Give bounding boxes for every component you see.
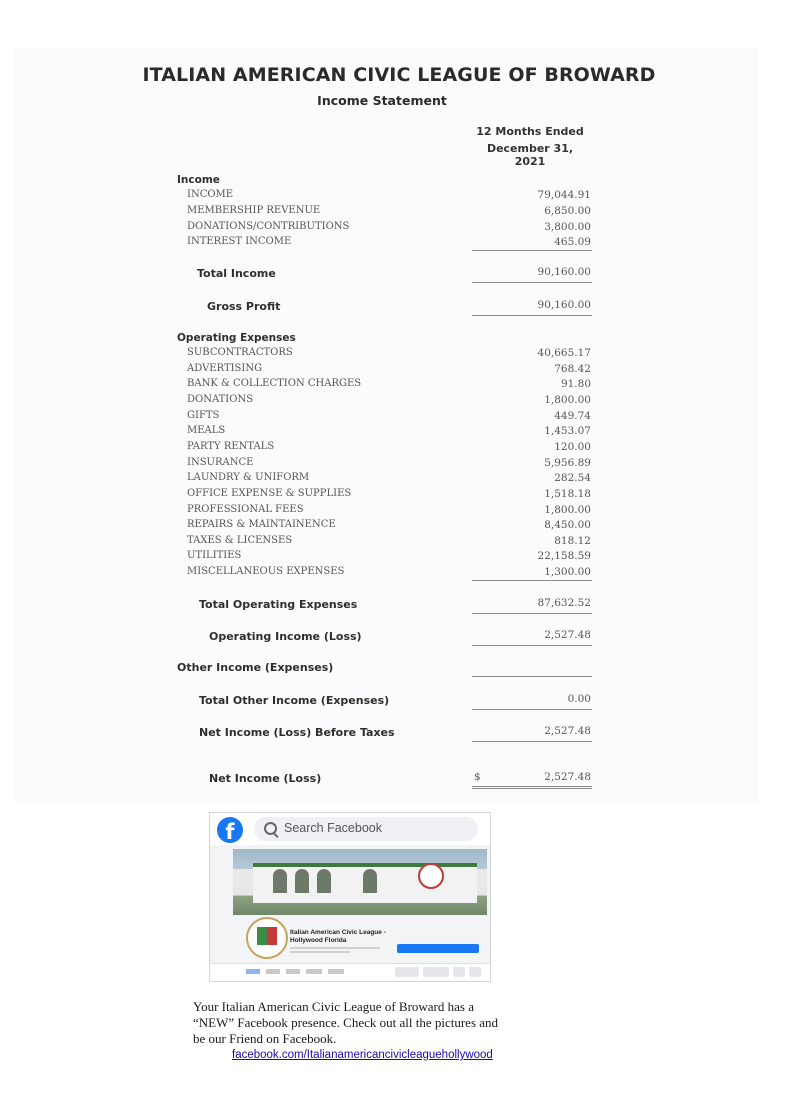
line-item-row	[0, 550, 798, 565]
line-item-amount: 6,850.00	[544, 204, 591, 217]
line-item-row	[0, 441, 798, 456]
tab-photos[interactable]	[306, 969, 322, 974]
facebook-page-description	[290, 946, 390, 953]
facebook-page-tabs	[210, 963, 490, 982]
line-item-label: PROFESSIONAL FEES	[187, 503, 304, 515]
line-item-label: MEALS	[187, 425, 226, 437]
line-item-amount: 282.54	[554, 472, 591, 485]
line-item-amount: 1,518.18	[544, 487, 591, 500]
period-line-1: 12 Months Ended	[476, 125, 584, 138]
total-income-amount: 90,160.00	[537, 266, 591, 278]
line-item-amount: 79,044.91	[537, 189, 591, 201]
before-taxes-amount: 2,527.48	[544, 725, 591, 737]
net-income-amount: 2,527.48	[544, 771, 591, 783]
line-item-row	[0, 189, 798, 204]
income-heading: Income	[177, 174, 220, 186]
line-item-row	[0, 519, 798, 534]
income-rule	[472, 250, 592, 251]
line-item-row	[0, 221, 798, 236]
facebook-page-name[interactable]: Italian American Civic League - Hollywood Florida	[290, 929, 386, 944]
line-item-amount: 818.12	[554, 534, 591, 547]
line-item-label: DONATIONS/CONTRIBUTIONS	[187, 220, 350, 232]
line-item-amount: 449.74	[554, 409, 591, 422]
more-options-button[interactable]	[469, 967, 481, 977]
line-item-amount: 5,956.89	[544, 456, 591, 469]
line-item-label: LAUNDRY & UNIFORM	[187, 472, 310, 484]
line-item-amount: 465.09	[554, 236, 591, 249]
total-income-label: Total Income	[197, 267, 276, 280]
line-item-amount: 3,800.00	[544, 220, 591, 233]
tab-about[interactable]	[266, 969, 280, 974]
line-item-label: INTEREST INCOME	[187, 236, 292, 248]
line-item-amount: 91.80	[560, 378, 591, 391]
line-item-row	[0, 378, 798, 393]
line-item-row	[0, 504, 798, 519]
line-item-label: MISCELLANEOUS EXPENSES	[187, 566, 345, 578]
line-item-label: BANK & COLLECTION CHARGES	[187, 378, 362, 390]
total-income-rule	[472, 282, 592, 283]
tab-more[interactable]	[328, 969, 344, 974]
facebook-logo-icon[interactable]: f	[217, 817, 243, 843]
tab-home[interactable]	[246, 969, 260, 974]
building-arch	[273, 869, 287, 893]
net-income-double-rule	[472, 786, 592, 789]
line-item-amount: 120.00	[554, 440, 591, 453]
facebook-page-link[interactable]: facebook.com/Italianamericancivicleaguehollywood	[232, 1049, 493, 1061]
line-item-label: PARTY RENTALS	[187, 440, 275, 452]
gross-profit-amount: 90,160.00	[537, 299, 591, 311]
gross-profit-label: Gross Profit	[207, 300, 281, 313]
league-seal-image	[418, 863, 444, 889]
line-item-row	[0, 472, 798, 487]
page-search-button[interactable]	[453, 967, 465, 977]
total-operating-expenses-amount: 87,632.52	[537, 597, 591, 609]
line-item-row	[0, 347, 798, 362]
line-item-row	[0, 535, 798, 550]
line-item-row	[0, 236, 798, 251]
line-item-label: TAXES & LICENSES	[187, 534, 293, 546]
line-item-row	[0, 425, 798, 440]
page-profile-avatar[interactable]	[246, 917, 288, 959]
learn-more-button[interactable]	[397, 944, 479, 953]
line-item-label: DONATIONS	[187, 393, 254, 405]
facebook-search-input[interactable]	[254, 817, 478, 841]
net-income-currency: $	[474, 771, 481, 783]
like-button[interactable]	[395, 967, 419, 977]
search-icon	[264, 822, 277, 835]
other-income-rule	[472, 676, 592, 677]
line-item-row	[0, 488, 798, 503]
operating-income-label: Operating Income (Loss)	[209, 630, 362, 643]
building-arch	[317, 869, 331, 893]
line-item-amount: 1,800.00	[544, 503, 591, 516]
period-line-2: December 31, 2021	[486, 142, 574, 168]
total-other-income-label: Total Other Income (Expenses)	[199, 694, 390, 707]
facebook-search-placeholder: Search Facebook	[284, 821, 382, 835]
line-item-amount: 768.42	[554, 362, 591, 375]
line-item-amount: 1,800.00	[544, 393, 591, 406]
line-item-row	[0, 363, 798, 378]
line-item-amount: 1,453.07	[544, 425, 591, 438]
statement-title: Income Statement	[317, 93, 447, 108]
line-item-row	[0, 394, 798, 409]
line-item-amount: 22,158.59	[537, 550, 591, 563]
line-item-row	[0, 410, 798, 425]
line-item-amount: 8,450.00	[544, 519, 591, 532]
net-income-label: Net Income (Loss)	[209, 772, 322, 785]
line-item-row	[0, 457, 798, 472]
operating-income-rule	[472, 645, 592, 646]
other-income-heading: Other Income (Expenses)	[177, 661, 334, 674]
line-item-label: INCOME	[187, 189, 234, 200]
total-other-income-amount: 0.00	[567, 693, 591, 705]
operating-expenses-heading: Operating Expenses	[177, 332, 296, 344]
organization-title: ITALIAN AMERICAN CIVIC LEAGUE OF BROWARD	[142, 64, 656, 86]
line-item-label: REPAIRS & MAINTAINENCE	[187, 519, 336, 531]
total-other-income-rule	[472, 709, 592, 710]
line-item-label: GIFTS	[187, 409, 220, 421]
line-item-label: ADVERTISING	[187, 362, 263, 374]
line-item-label: SUBCONTRACTORS	[187, 347, 293, 358]
line-item-label: OFFICE EXPENSE & SUPPLIES	[187, 487, 352, 499]
building-arch	[363, 869, 377, 893]
tab-events[interactable]	[286, 969, 300, 974]
line-item-row	[0, 205, 798, 220]
line-item-label: UTILITIES	[187, 550, 242, 562]
facebook-cover-photo	[233, 849, 487, 915]
before-taxes-rule	[472, 741, 592, 742]
total-operating-expenses-label: Total Operating Expenses	[199, 598, 358, 611]
line-item-label: MEMBERSHIP REVENUE	[187, 204, 321, 216]
facebook-top-bar	[210, 813, 490, 845]
message-button[interactable]	[423, 967, 449, 977]
line-item-row	[0, 566, 798, 581]
operating-income-amount: 2,527.48	[544, 629, 591, 641]
expenses-rule	[472, 580, 592, 581]
gross-profit-rule	[472, 315, 592, 316]
total-expenses-rule	[472, 613, 592, 614]
line-item-amount: 1,300.00	[544, 566, 591, 579]
building-arch	[295, 869, 309, 893]
line-item-label: INSURANCE	[187, 456, 254, 468]
facebook-promo-text: Your Italian American Civic League of Broward has a “NEW” Facebook presence. Check out all the pictures and be our Friend on Facebook.	[193, 999, 499, 1046]
before-taxes-label: Net Income (Loss) Before Taxes	[199, 726, 395, 739]
line-item-amount: 40,665.17	[537, 347, 591, 359]
facebook-page-screenshot	[209, 812, 491, 982]
